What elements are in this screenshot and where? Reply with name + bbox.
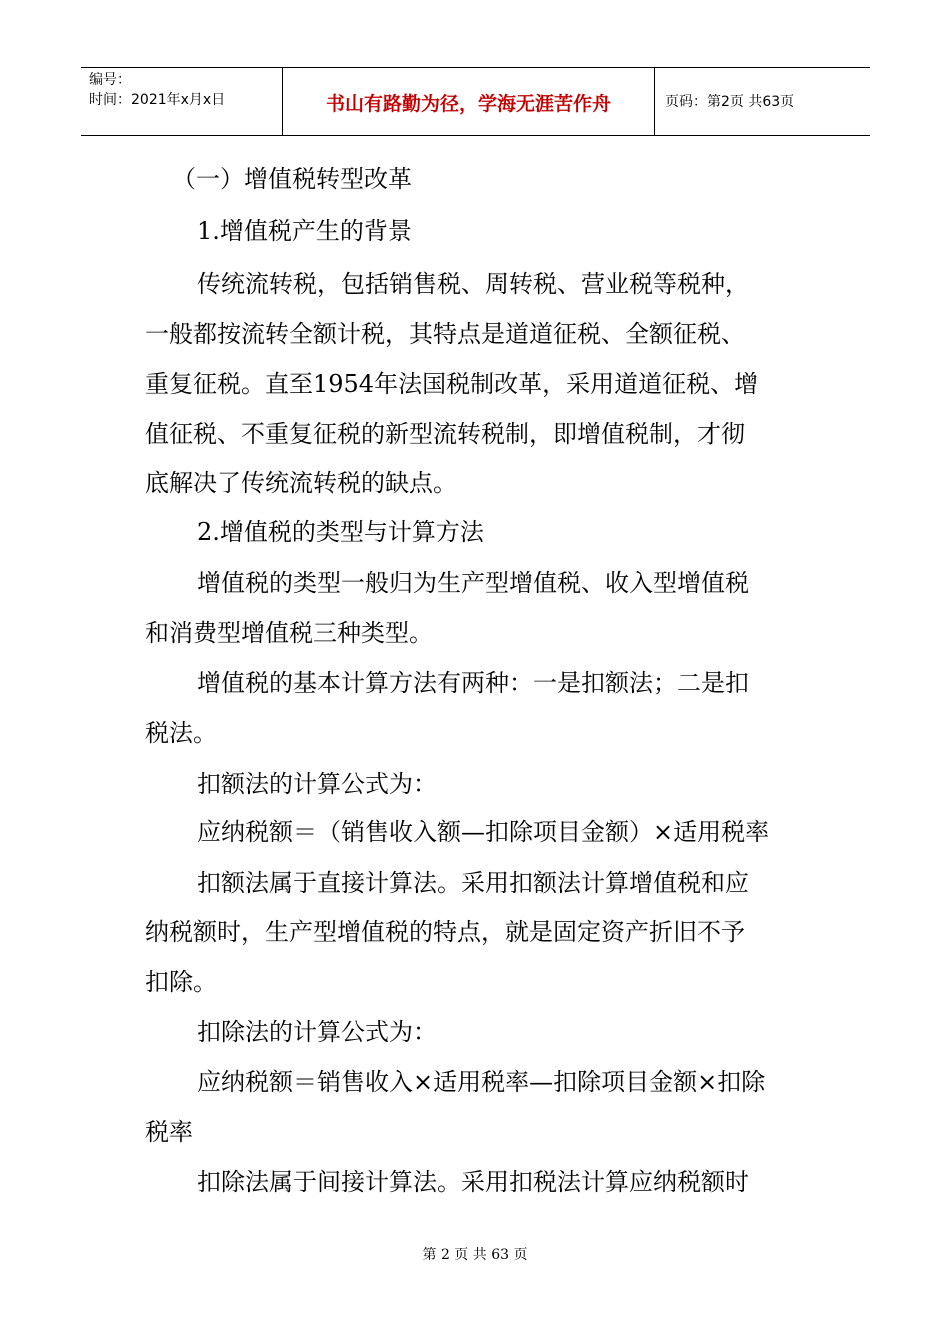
paragraph-line: 增值税的基本计算方法有两种：一是扣额法；二是扣 bbox=[197, 669, 749, 697]
paragraph-line: 一般都按流转全额计税，其特点是道道征税、全额征税、 bbox=[145, 320, 745, 348]
header-middle-cell bbox=[282, 68, 655, 135]
formula-line: 应纳税额＝销售收入×适用税率—扣除项目金额×扣除 bbox=[197, 1068, 766, 1096]
formula-line: 应纳税额＝（销售收入额—扣除项目金额）×适用税率 bbox=[197, 818, 770, 846]
paragraph-line: 扣额法的计算公式为： bbox=[197, 770, 437, 798]
paragraph-line: 底解决了传统流转税的缺点。 bbox=[145, 469, 457, 497]
paragraph-line: 纳税额时，生产型增值税的特点，就是固定资产折旧不予 bbox=[145, 918, 745, 946]
header-right-cell bbox=[655, 68, 870, 135]
paragraph-line: 和消费型增值税三种类型。 bbox=[145, 619, 433, 647]
header-motto: 书山有路勤为径，学海无涯苦作舟 bbox=[325, 93, 611, 115]
page-footer: 第 2 页 共 63 页 bbox=[422, 1247, 528, 1263]
paragraph-line: 扣除法属于间接计算法。采用扣税法计算应纳税额时 bbox=[197, 1168, 749, 1196]
header-left-cell bbox=[81, 68, 282, 135]
paragraph-line: 增值税的类型一般归为生产型增值税、收入型增值税 bbox=[197, 569, 749, 597]
subheading: 2.增值税的类型与计算方法 bbox=[197, 518, 484, 546]
page-header bbox=[81, 67, 870, 136]
subheading: 1.增值税产生的背景 bbox=[197, 217, 412, 245]
paragraph-line: 扣除。 bbox=[145, 968, 217, 996]
document-number-label: 编号： bbox=[89, 72, 131, 88]
paragraph-line: 值征税、不重复征税的新型流转税制，即增值税制，才彻 bbox=[145, 420, 745, 448]
paragraph-line: 传统流转税，包括销售税、周转税、营业税等税种， bbox=[197, 270, 749, 298]
paragraph-line: 重复征税。直至1954年法国税制改革，采用道道征税、增 bbox=[145, 370, 759, 398]
section-heading: （一）增值税转型改革 bbox=[172, 165, 412, 193]
paragraph-line: 税法。 bbox=[145, 719, 217, 747]
paragraph-line: 扣额法属于直接计算法。采用扣额法计算增值税和应 bbox=[197, 869, 749, 897]
formula-line: 税率 bbox=[145, 1118, 193, 1146]
document-date-label: 时间：2021年x月x日 bbox=[89, 92, 226, 108]
paragraph-line: 扣除法的计算公式为： bbox=[197, 1018, 437, 1046]
header-page-info: 页码：第2页 共63页 bbox=[665, 94, 795, 110]
